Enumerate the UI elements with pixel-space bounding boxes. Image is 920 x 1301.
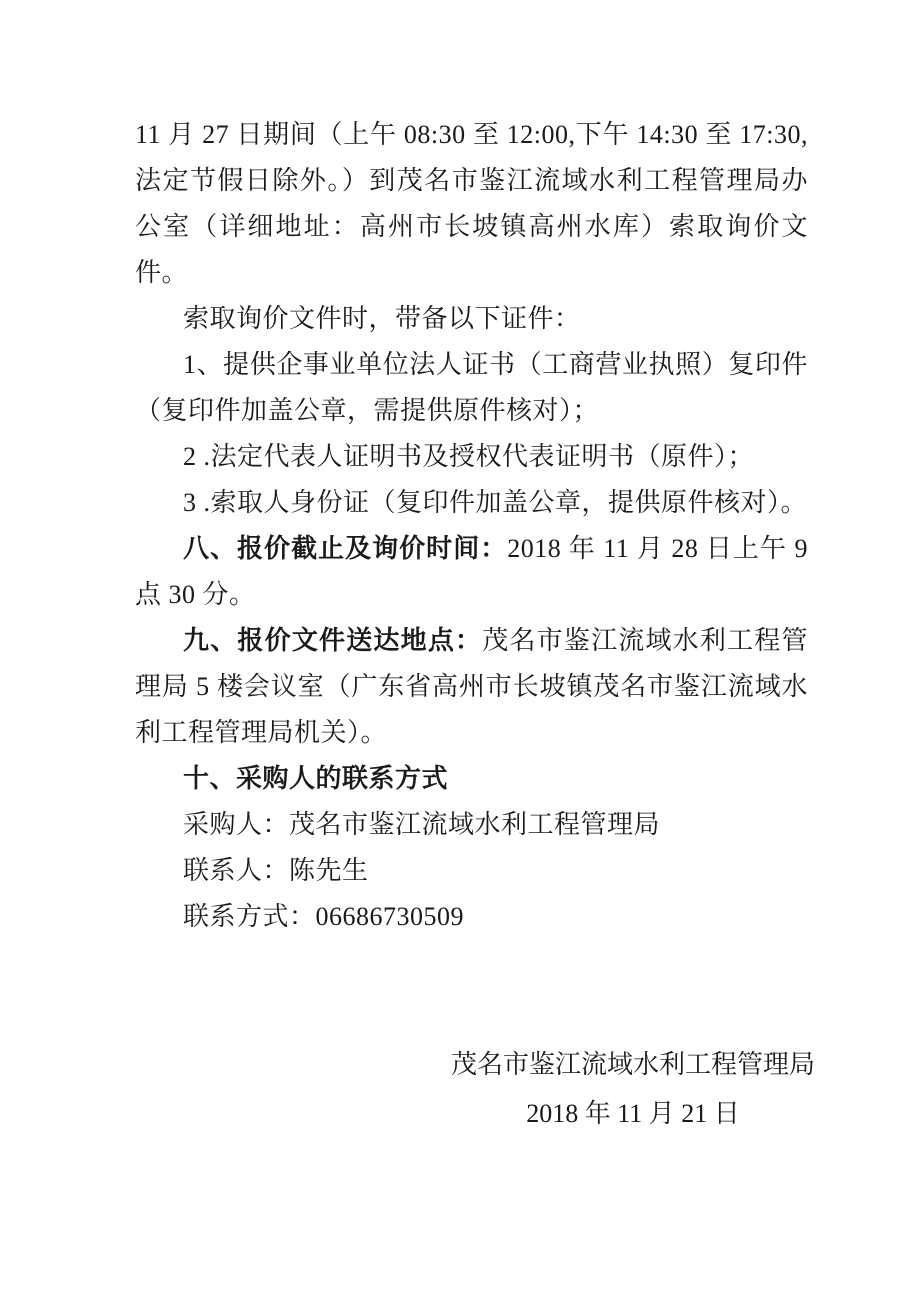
paragraph-contact-number: 联系方式：06686730509 — [183, 902, 465, 931]
paragraph-item-3-id-card: 3 .索取人身份证（复印件加盖公章，提供原件核对）。 — [183, 488, 808, 517]
section-9-text: 茂名市鉴江流域水利工程管理局 5 楼会议室（广东省高州市长坡镇茂名市鉴江流域水利工程管理局机关）。 — [135, 626, 808, 747]
section-10-heading-contact-info: 十、采购人的联系方式 — [183, 764, 449, 793]
paragraph-contact-person: 联系人：陈先生 — [183, 856, 369, 885]
paragraph-purchaser: 采购人：茂名市鉴江流域水利工程管理局 — [183, 810, 661, 839]
paragraph-documents-required-intro: 索取询价文件时，带备以下证件： — [183, 304, 581, 333]
section-8-heading: 八、报价截止及询价时间： — [183, 534, 508, 563]
paragraph-item-2-legal-rep-certificate: 2 .法定代表人证明书及授权代表证明书（原件）； — [183, 442, 755, 471]
paragraph-section-8-quote-deadline — [135, 526, 808, 618]
section-8-text: 2018 年 11 月 28 日上午 9 点 30 分。 — [135, 534, 808, 609]
signature-organization: 茂名市鉴江流域水利工程管理局 — [451, 1050, 816, 1079]
paragraph-collection-period: 11 月 27 日期间（上午 08:30 至 12:00,下午 14:30 至 17:30,法定节假日除外。）到茂名市鉴江流域水利工程管理局办公室（详细地址：高州市长坡镇高州水库）索取询价文件。 — [135, 120, 808, 287]
paragraph-section-9-delivery-location — [135, 618, 808, 756]
paragraph-item-1-business-license: 1、提供企事业单位法人证书（工商营业执照）复印件（复印件加盖公章，需提供原件核对）； — [135, 350, 808, 425]
signature-date: 2018 年 11 月 21 日 — [526, 1099, 740, 1128]
section-9-heading: 九、报价文件送达地点： — [183, 626, 483, 655]
signature-block — [451, 1040, 815, 1138]
